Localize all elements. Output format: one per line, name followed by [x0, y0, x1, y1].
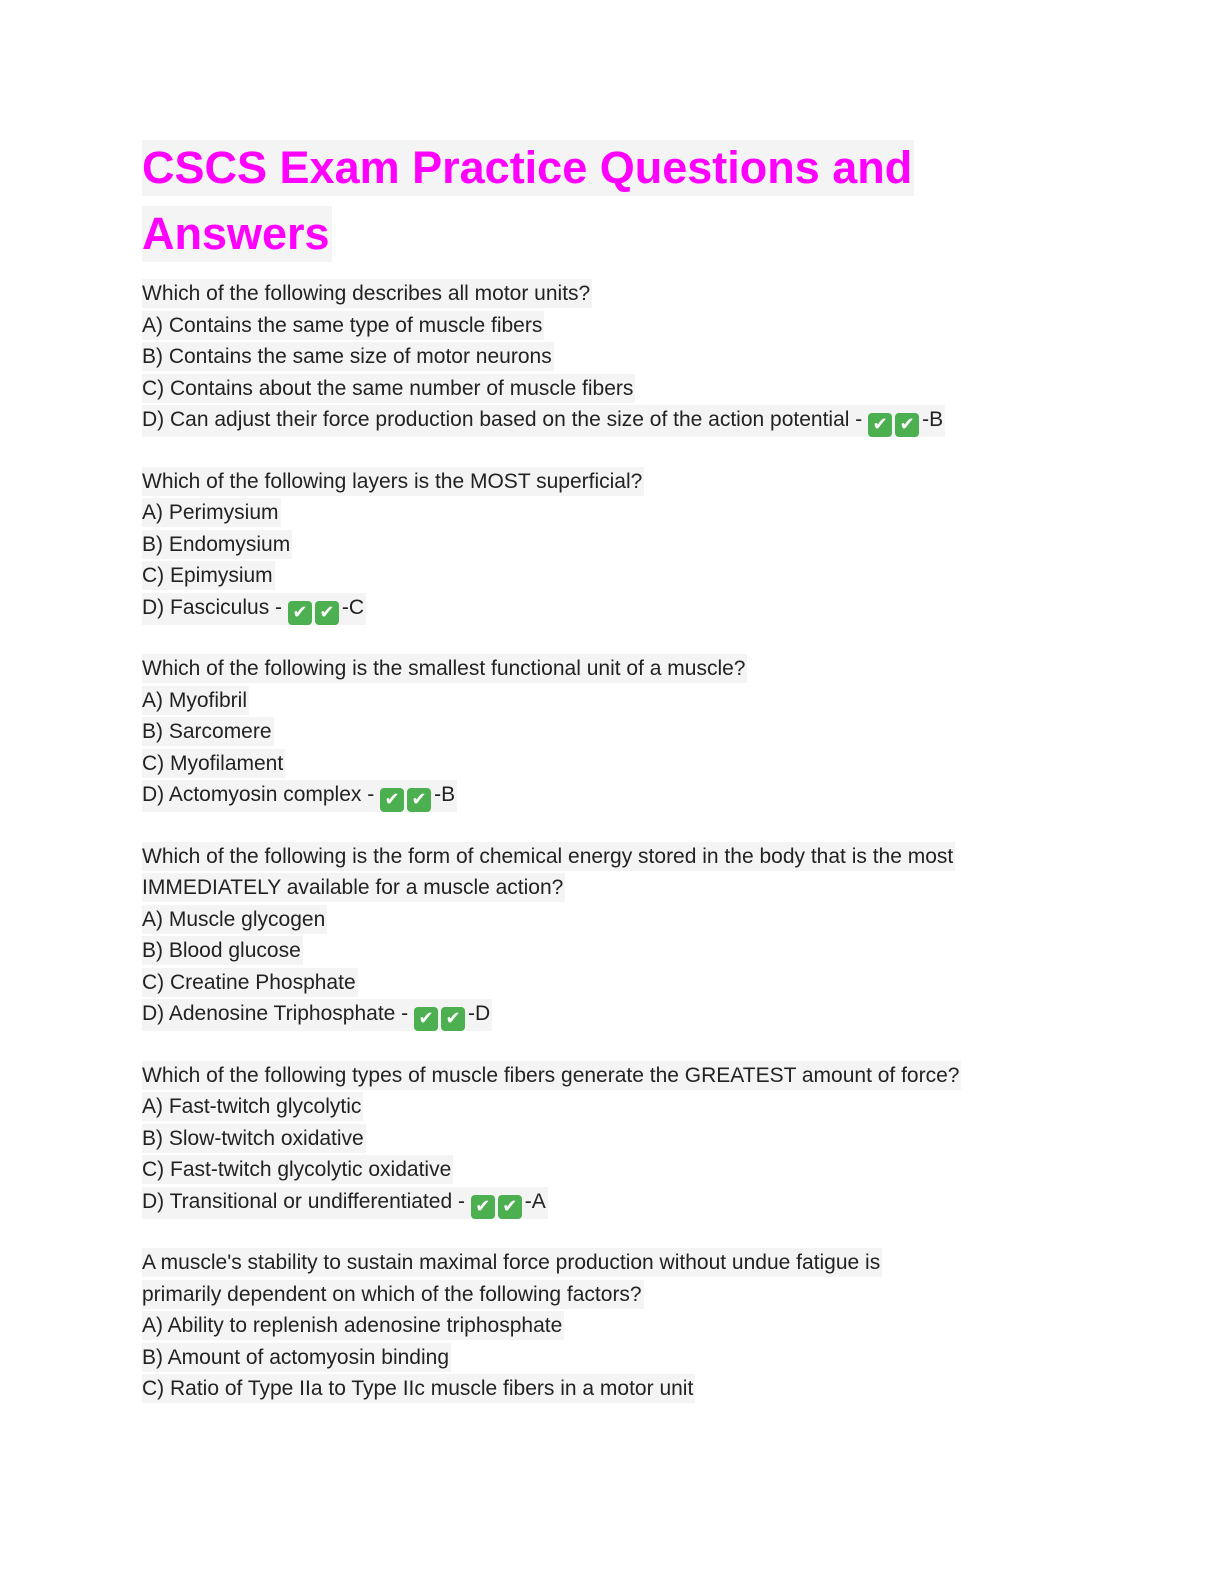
answer-option — [142, 968, 358, 997]
answer-option — [142, 405, 945, 437]
answer-option-text: D) Fasciculus - — [142, 595, 283, 619]
answer-option-text: B) Contains the same size of motor neurons — [142, 345, 552, 368]
answer-option-text: D) Actomyosin complex - — [142, 783, 375, 806]
answer-option — [142, 999, 492, 1031]
answer-option-text: D) Adenosine Triphosphate - — [142, 1002, 409, 1025]
check-mark-icon: ✔ — [414, 1007, 438, 1031]
question-block — [142, 1247, 1092, 1405]
answer-option — [142, 498, 281, 527]
correct-answer: -A — [524, 1189, 546, 1213]
answer-option — [142, 561, 275, 590]
answer-option-text: C) Contains about the same number of muscle fibers — [142, 376, 634, 400]
answer-option-text: D) Can adjust their force production based on the size of the action potential - — [142, 408, 863, 431]
question-block — [142, 278, 1092, 436]
document-page — [142, 140, 1092, 1435]
answer-option — [142, 717, 274, 746]
answer-option — [142, 1124, 366, 1153]
answer-option — [142, 1343, 451, 1372]
check-mark-icon: ✔ — [868, 413, 892, 437]
question-text: Which of the following is the smallest functional unit of a muscle? — [142, 654, 747, 683]
answer-option-text: A) Myofibril — [142, 688, 248, 712]
answer-option-text: C) Ratio of Type IIa to Type IIc muscle fibers in a motor unit — [142, 1377, 694, 1400]
answer-option — [142, 905, 327, 934]
answer-option-text: B) Endomysium — [142, 532, 291, 556]
answer-option — [142, 1187, 548, 1219]
question-block — [142, 653, 1092, 811]
answer-option — [142, 780, 457, 812]
correct-answer: -B — [434, 783, 456, 806]
question-block — [142, 841, 1092, 1030]
check-mark-icon: ✔ — [315, 601, 339, 625]
question-list — [142, 278, 1092, 1405]
answer-option-text: A) Perimysium — [142, 501, 279, 524]
answer-option-text: B) Slow-twitch oxidative — [142, 1126, 364, 1150]
question-text: Which of the following types of muscle fibers generate the GREATEST amount of force? — [142, 1061, 961, 1090]
answer-option — [142, 374, 635, 403]
answer-option — [142, 342, 554, 371]
question-text: IMMEDIATELY available for a muscle action? — [142, 873, 565, 902]
question-text: primarily dependent on which of the following factors? — [142, 1280, 644, 1309]
answer-option-text: B) Blood glucose — [142, 939, 301, 962]
correct-answer: -B — [922, 408, 944, 431]
answer-option-text: C) Epimysium — [142, 564, 273, 587]
answer-option-text: A) Muscle glycogen — [142, 907, 326, 931]
question-block — [142, 1060, 1092, 1218]
question-text: Which of the following describes all motor units? — [142, 279, 592, 308]
title-line-1: CSCS Exam Practice Questions and — [142, 140, 914, 196]
answer-option — [142, 311, 544, 340]
answer-option-text: D) Transitional or undifferentiated - — [142, 1189, 465, 1213]
answer-option — [142, 686, 249, 715]
question-text: A muscle's stability to sustain maximal force production without undue fatigue is — [142, 1248, 882, 1277]
question-text: Which of the following is the form of chemical energy stored in the body that is the most — [142, 842, 955, 871]
correct-answer: -D — [468, 1002, 491, 1025]
answer-option — [142, 936, 303, 965]
answer-option-text: A) Ability to replenish adenosine triphosphate — [142, 1314, 563, 1337]
answer-option — [142, 1311, 564, 1340]
answer-option-text: C) Creatine Phosphate — [142, 970, 356, 994]
question-block — [142, 466, 1092, 624]
document-title — [142, 140, 1092, 272]
answer-option-text: C) Myofilament — [142, 751, 284, 775]
check-mark-icon: ✔ — [498, 1195, 522, 1219]
correct-answer: -C — [341, 595, 365, 619]
check-mark-icon: ✔ — [441, 1007, 465, 1031]
check-mark-icon: ✔ — [288, 601, 312, 625]
check-mark-icon: ✔ — [471, 1195, 495, 1219]
answer-option — [142, 530, 292, 559]
answer-option — [142, 593, 366, 625]
answer-option-text: B) Amount of actomyosin binding — [142, 1345, 450, 1369]
check-mark-icon: ✔ — [407, 788, 431, 812]
question-text: Which of the following layers is the MOST superficial? — [142, 467, 644, 496]
check-mark-icon: ✔ — [895, 413, 919, 437]
answer-option-text: A) Fast-twitch glycolytic — [142, 1095, 362, 1118]
check-mark-icon: ✔ — [380, 788, 404, 812]
answer-option-text: C) Fast-twitch glycolytic oxidative — [142, 1158, 452, 1181]
answer-option — [142, 1155, 453, 1184]
answer-option-text: B) Sarcomere — [142, 720, 272, 743]
answer-option — [142, 749, 285, 778]
answer-option-text: A) Contains the same type of muscle fibers — [142, 313, 543, 337]
title-line-2: Answers — [142, 206, 332, 262]
answer-option — [142, 1092, 363, 1121]
answer-option — [142, 1374, 695, 1403]
